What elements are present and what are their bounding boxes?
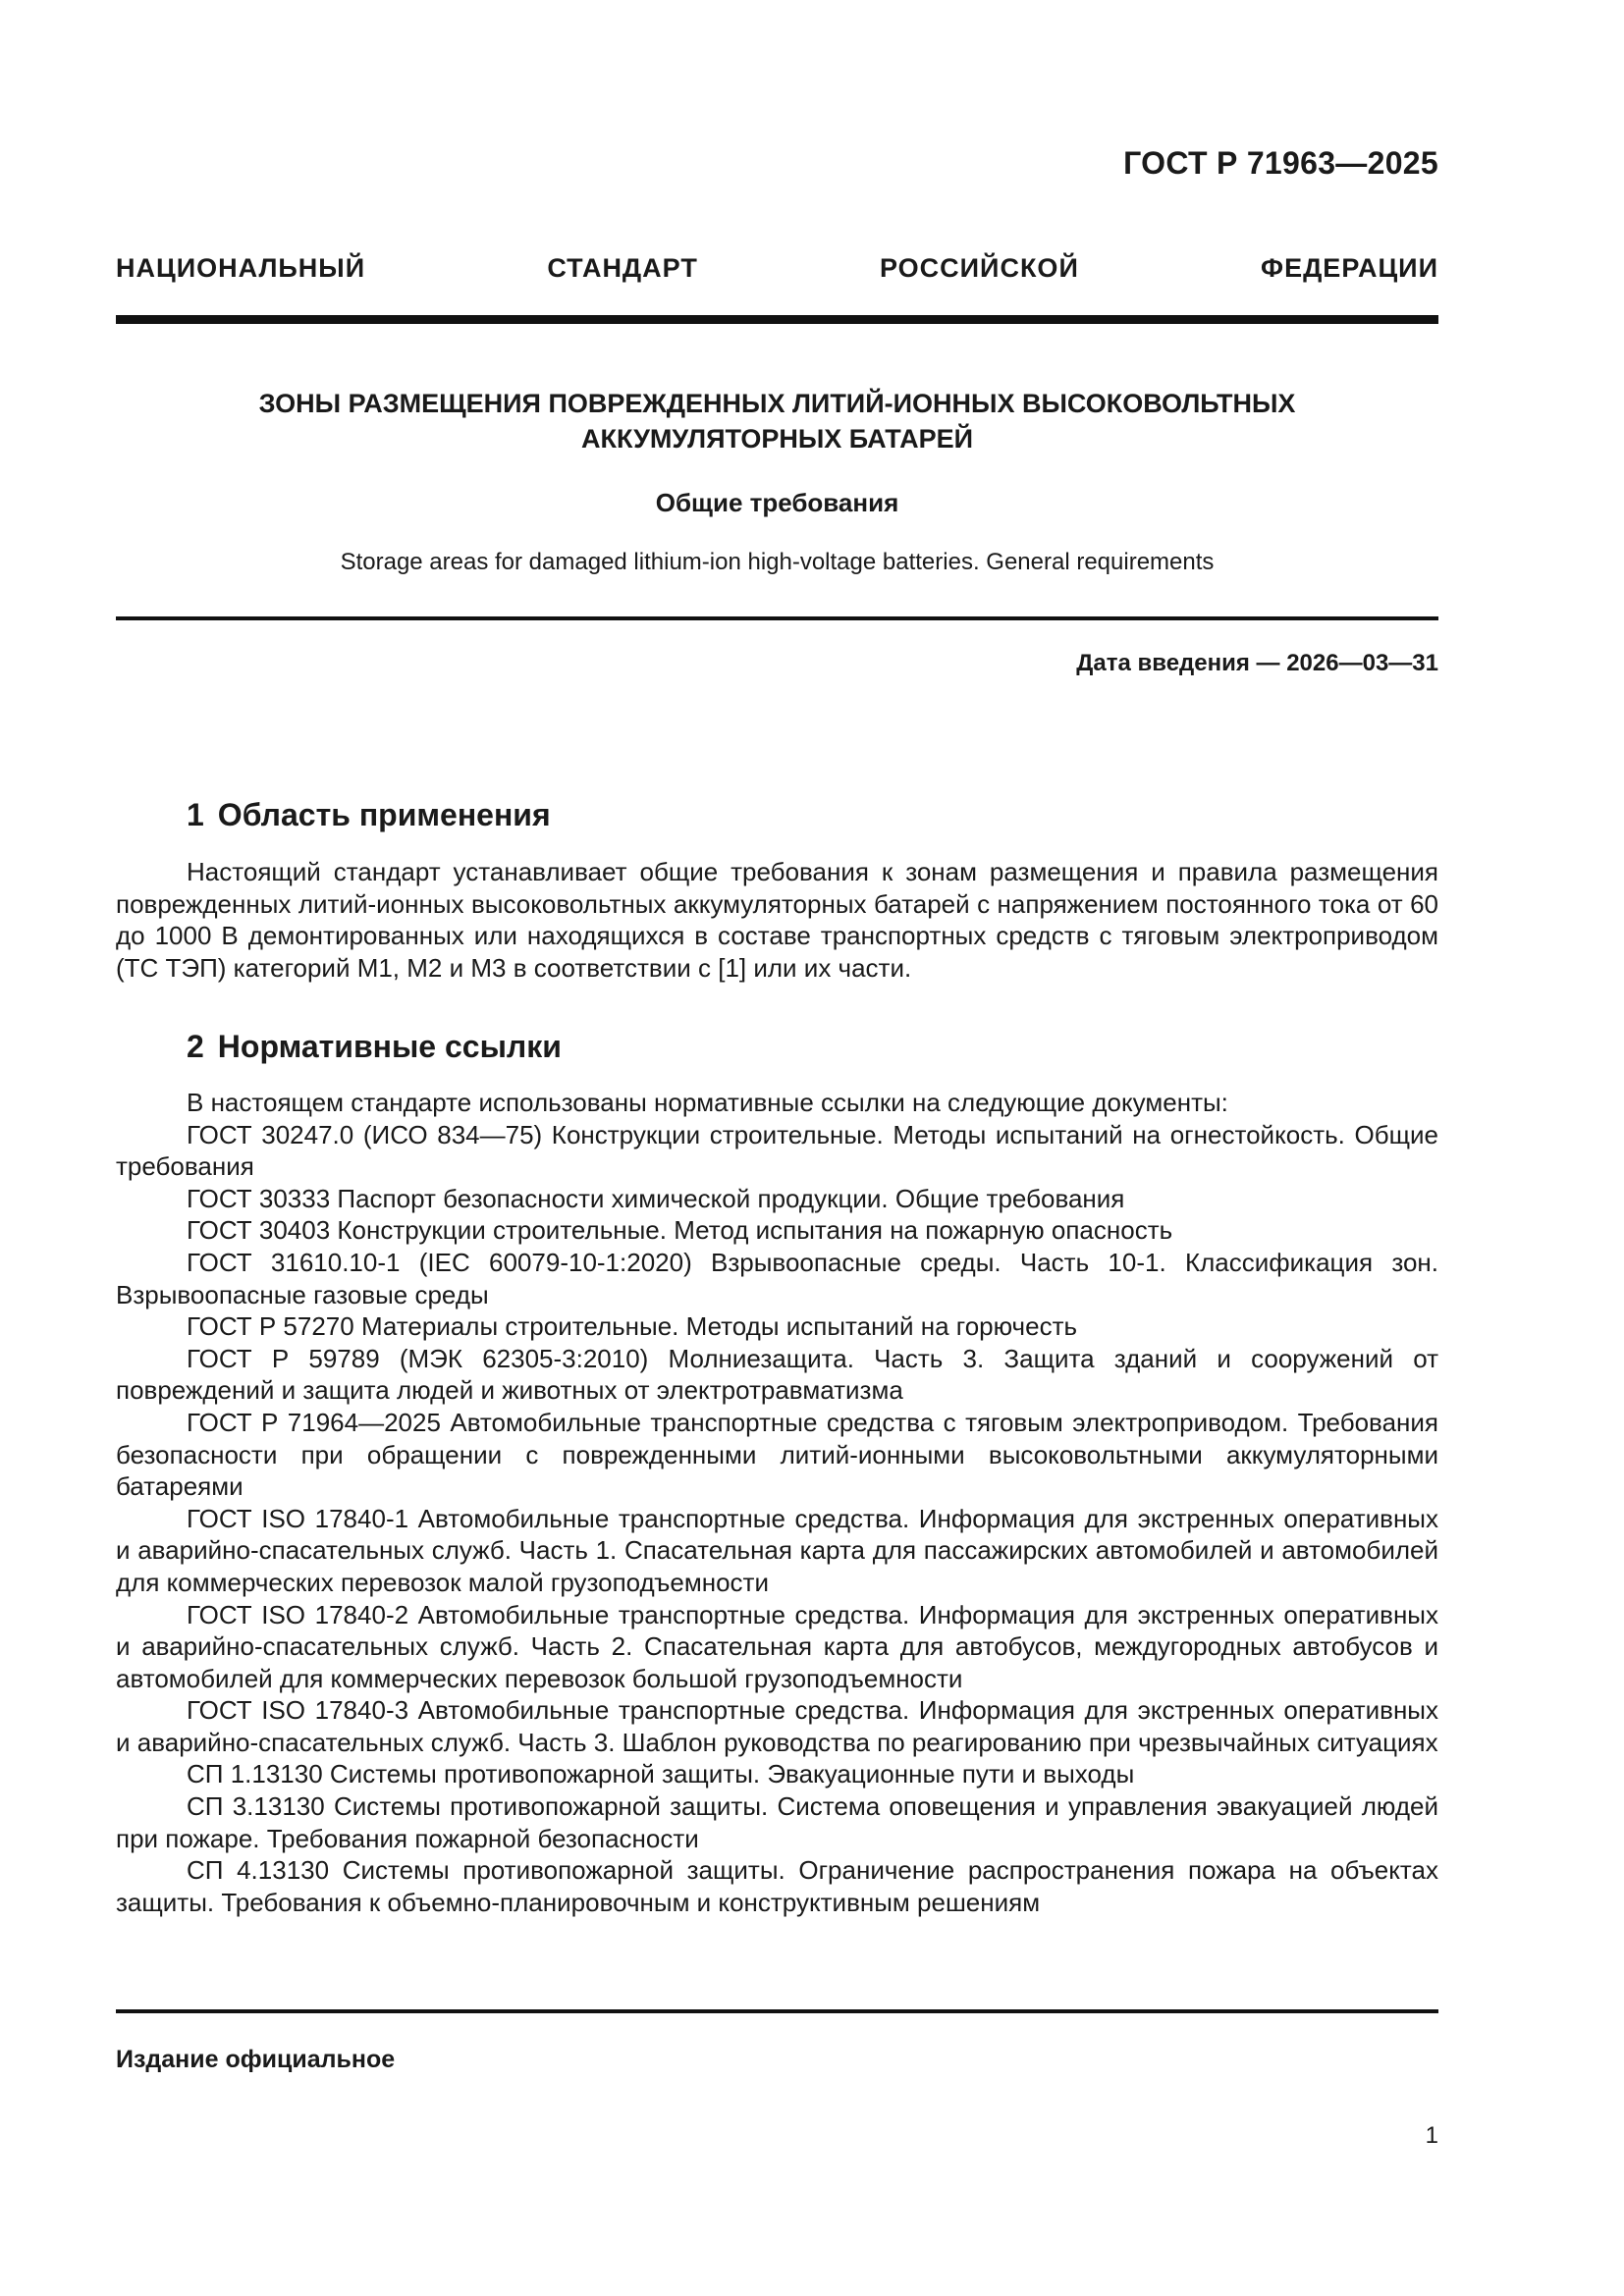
paragraph: Настоящий стандарт устанавливает общие требования к зонам размещения и правила размещения поврежденных литий-ионных высоковольтных аккумуляторных батарей с напряжением постоянного тока от 60 до 1000 В демонтированных или находящихся в составе транспортных средств с тяговым электроприводом (ТС ТЭП) категорий М1, М2 и М3 в соответствии с [1] или их части. xyxy=(116,857,1438,983)
references-intro: В настоящем стандарте использованы нормативные ссылки на следующие документы: xyxy=(187,1088,1228,1117)
reference-item: ГОСТ ISO 17840-3 Автомобильные транспортные средства. Информация для экстренных оперативных и аварийно-спасательных служб. Часть 3. Шаблон руководства по реагированию при чрезвычайных ситуациях xyxy=(116,1695,1438,1757)
reference-item: ГОСТ Р 59789 (МЭК 62305-3:2010) Молниезащита. Часть 3. Защита зданий и сооружений от повреждений и защита людей и животных от электротравматизма xyxy=(116,1343,1438,1406)
section-1-body xyxy=(116,856,1438,984)
reference-item: СП 3.13130 Системы противопожарной защиты. Система оповещения и управления эвакуацией людей при пожаре. Требования пожарной безопасности xyxy=(116,1791,1438,1853)
section-1-heading xyxy=(187,797,551,833)
reference-item: ГОСТ Р 71964—2025 Автомобильные транспортные средства с тяговым электроприводом. Требования безопасности при обращении с поврежденными литий-ионными высоковольтными аккумуляторными батареями xyxy=(116,1407,1438,1502)
document-subtitle: Общие требования xyxy=(655,488,899,517)
reference-item: СП 4.13130 Системы противопожарной защиты. Ограничение распространения пожара на объектах защиты. Требования к объемно-планировочным и конструктивным решениям xyxy=(116,1855,1438,1917)
section-number: 2 xyxy=(187,1029,204,1064)
footer-divider xyxy=(116,2009,1438,2013)
english-title: Storage areas for damaged lithium-ion high-voltage batteries. General requirements xyxy=(340,549,1215,575)
reference-item: СП 1.13130 Системы противопожарной защиты. Эвакуационные пути и выходы xyxy=(187,1759,1135,1789)
official-edition-label: Издание официальное xyxy=(116,2046,396,2073)
header-divider xyxy=(116,315,1438,324)
reference-item: ГОСТ 30403 Конструкции строительные. Метод испытания на пожарную опасность xyxy=(187,1215,1173,1246)
normative-references-list xyxy=(116,1087,1438,1918)
gost-identifier: ГОСТ Р 71963—2025 xyxy=(1123,145,1438,181)
national-standard-banner: НАЦИОНАЛЬНЫЙ СТАНДАРТ РОССИЙСКОЙ ФЕДЕРАЦИИ xyxy=(116,253,1438,283)
section-title: Нормативные ссылки xyxy=(217,1029,562,1064)
page-number: 1 xyxy=(1425,2122,1438,2149)
reference-item: ГОСТ 30333 Паспорт безопасности химической продукции. Общие требования xyxy=(187,1183,1125,1213)
reference-item: ГОСТ 30247.0 (ИСО 834—75) Конструкции строительные. Методы испытаний на огнестойкость. Общие требования xyxy=(116,1119,1438,1182)
reference-item: ГОСТ ISO 17840-1 Автомобильные транспортные средства. Информация для экстренных оперативных и аварийно-спасательных служб. Часть 1. Спасательная карта для пассажирских автомобилей и автомобилей для коммерческих перевозок малой грузоподъемности xyxy=(116,1503,1438,1597)
title-divider xyxy=(116,616,1438,620)
introduction-date: Дата введения — 2026—03—31 xyxy=(1076,650,1438,676)
reference-item: ГОСТ 31610.10-1 (IEC 60079-10-1:2020) Взрывоопасные среды. Часть 10-1. Классификация зон. Взрывоопасные газовые среды xyxy=(116,1247,1438,1309)
title-line-2: АККУМУЛЯТОРНЫХ БАТАРЕЙ xyxy=(580,424,974,454)
reference-item: ГОСТ Р 57270 Материалы строительные. Методы испытаний на горючесть xyxy=(187,1311,1078,1342)
title-line-1: ЗОНЫ РАЗМЕЩЕНИЯ ПОВРЕЖДЕННЫХ ЛИТИЙ-ИОННЫХ ВЫСОКОВОЛЬТНЫХ xyxy=(258,389,1296,418)
section-number: 1 xyxy=(187,797,204,832)
reference-item: ГОСТ ISO 17840-2 Автомобильные транспортные средства. Информация для экстренных оперативных и аварийно-спасательных служб. Часть 2. Спасательная карта для автобусов, междугородных автобусов и автомобилей для коммерческих перевозок большой грузоподъемности xyxy=(116,1599,1438,1693)
section-2-heading xyxy=(187,1029,562,1065)
section-title: Область применения xyxy=(217,797,551,832)
document-title xyxy=(116,386,1438,456)
